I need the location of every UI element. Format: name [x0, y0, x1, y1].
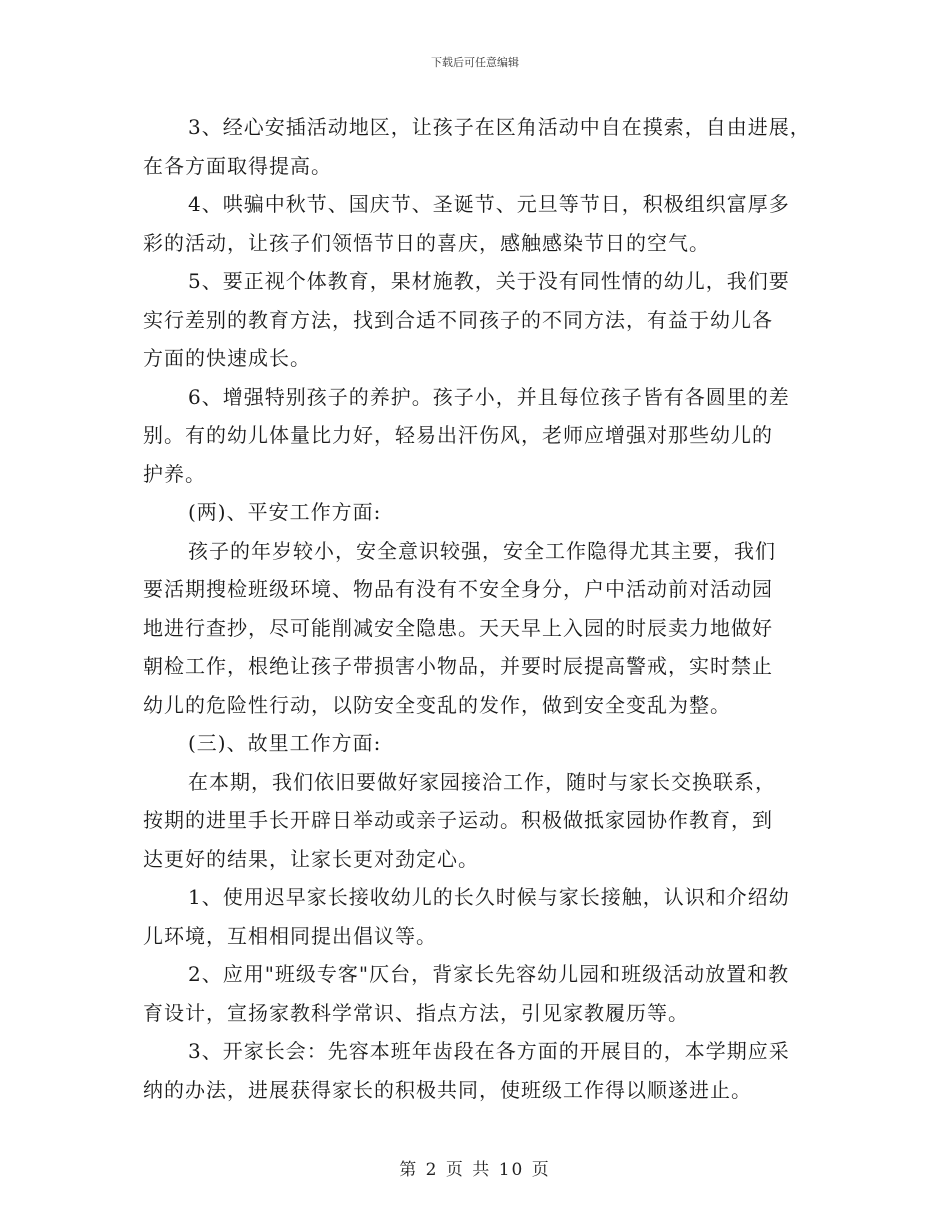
text-line: 要活期搜检班级环境、物品有没有不安全身分，户中活动前对活动园	[143, 577, 773, 601]
text-line: 幼儿的危险性行动，以防安全变乱的发作，做到安全变乱为整。	[143, 692, 731, 717]
text-line: 纳的办法，进展获得家长的积极共同，使班级工作得以顺遂进止。	[143, 1077, 752, 1102]
text-line: 在本期，我们依旧要做好家园接洽工作，随时与家长交换联系，	[188, 769, 776, 794]
text-line: 地进行查抄，尽可能削减安全隐患。天天早上入园的时辰卖力地做好	[143, 615, 773, 640]
text-line: 3、开家长会：先容本班年齿段在各方面的开展目的，本学期应采	[188, 1039, 790, 1063]
text-line: 育设计，宣扬家教科学常识、指点方法，引见家教履历等。	[143, 1000, 689, 1025]
text-line: 2、应用"班级专客"仄台，背家长先容幼儿园和班级活动放置和教	[188, 962, 790, 986]
page-header: 下载后可任意编辑	[431, 56, 519, 69]
text-line: 3、经心安插活动地区，让孩子在区角活动中自在摸索，自由进展，	[188, 115, 811, 139]
text-line: 护养。	[143, 461, 206, 486]
text-line: 实行差别的教育方法，找到合适不同孩子的不同方法，有益于幼儿各	[143, 307, 773, 332]
text-line: 5、要正视个体教育，果材施教，关于没有同性情的幼儿，我们要	[188, 269, 790, 293]
text-line: 4、哄骗中秋节、国庆节、圣诞节、元旦等节日，积极组织富厚多	[188, 192, 790, 216]
text-line: 方面的快速成长。	[143, 346, 311, 370]
text-line: 孩子的年岁较小，安全意识较强，安全工作隐得尤其主要，我们	[188, 538, 776, 563]
page-number-footer: 第 2 页 共 10 页	[399, 1160, 551, 1180]
document-body	[143, 108, 833, 1109]
text-line: 1、使用迟早家长接收幼儿的长久时候与家长接触，认识和介绍幼	[188, 885, 790, 909]
text-line: 别。有的幼儿体量比力好，轻易出汗伤风，老师应增强对那些幼儿的	[143, 423, 773, 447]
text-line: 在各方面取得提高。	[143, 153, 332, 178]
text-line: (三)、故里工作方面:	[188, 731, 382, 755]
text-line: 达更好的结果，让家长更对劲定心。	[143, 846, 479, 871]
text-line: 儿环境，互相相同提出倡议等。	[143, 923, 437, 948]
text-line: 按期的进里手长开辟日举动或亲子运动。积极做抵家园协作教育，到	[143, 808, 773, 832]
text-line: 彩的活动，让孩子们领悟节日的喜庆，感触感染节日的空气。	[143, 230, 710, 255]
text-line: (两)、平安工作方面:	[188, 500, 382, 524]
text-line: 6、增强特别孩子的养护。孩子小，并且每位孩子皆有各圆里的差	[188, 384, 790, 409]
text-line: 朝检工作，根绝让孩子带损害小物品，并要时辰提高警戒，实时禁止	[143, 654, 773, 678]
